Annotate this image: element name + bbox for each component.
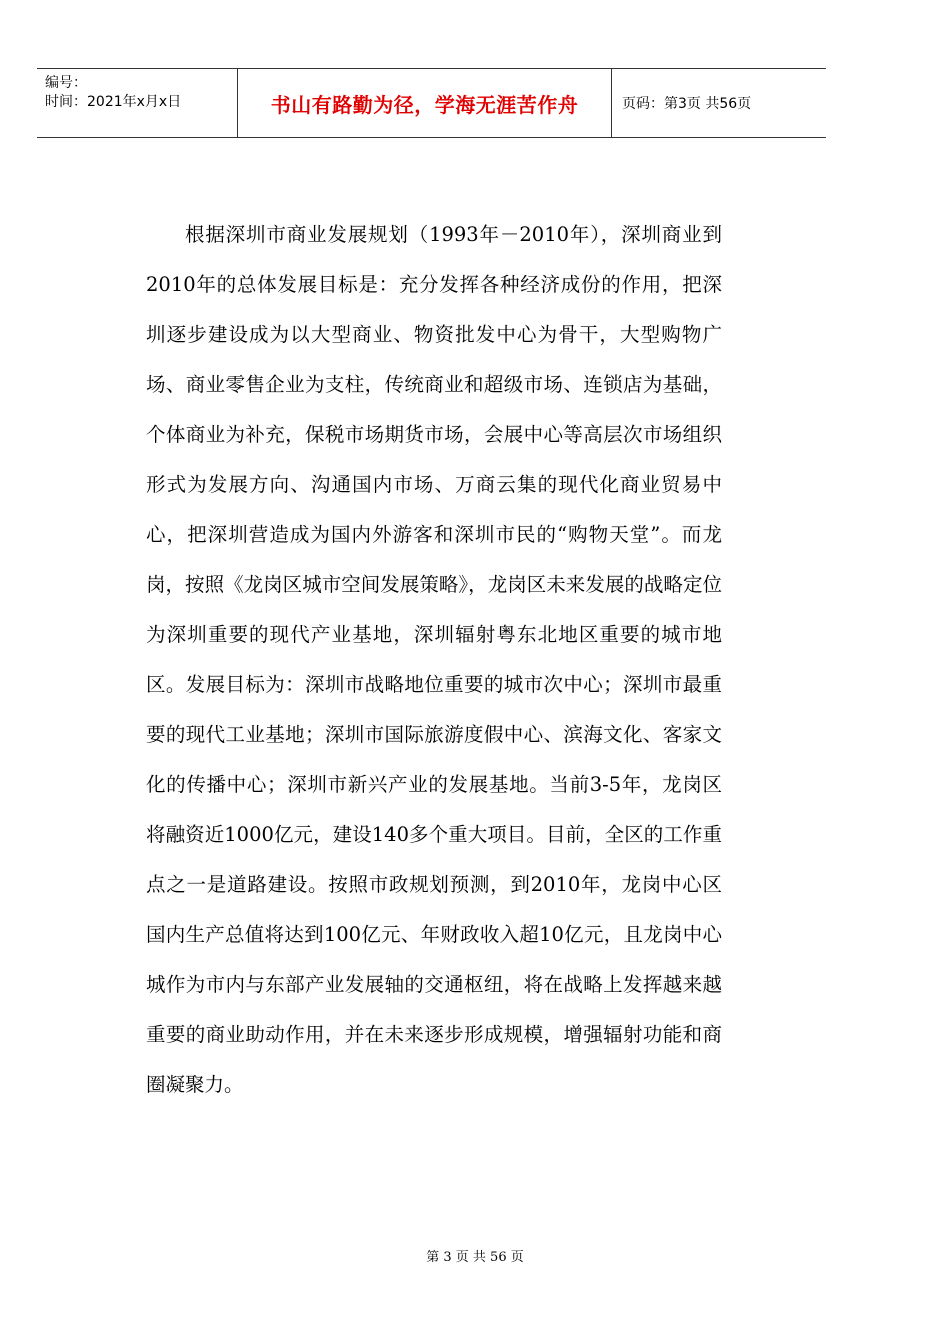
page-header (37, 68, 826, 138)
header-motto-cell (238, 69, 612, 137)
header-meta-cell (37, 69, 238, 137)
header-page-cell (612, 69, 826, 137)
body-text (146, 210, 722, 1110)
motto-text: 书山有路勤为径，学海无涯苦作舟 (270, 92, 579, 117)
page-info: 页码：第3页 共56页 (622, 96, 752, 112)
page-footer: 第 3 页 共 56 页 (426, 1250, 524, 1265)
body-paragraph: 根据深圳市商业发展规划（1993年－2010年），深圳商业到2010年的总体发展目标是：充分发挥各种经济成份的作用，把深圳逐步建设成为以大型商业、物资批发中心为骨干，大型购物广场、商业零售企业为支柱，传统商业和超级市场、连锁店为基础，个体商业为补充，保税市场期货市场，会展中心等高层次市场组织形式为发展方向、沟通国内市场、万商云集的现代化商业贸易中心，把深圳营造成为国内外游客和深圳市民的“购物天堂”。而龙岗，按照《龙岗区城市空间发展策略》，龙岗区未来发展的战略定位为深圳重要的现代产业基地，深圳辐射粤东北地区重要的城市地区。发展目标为：深圳市战略地位重要的城市次中心；深圳市最重要的现代工业基地；深圳市国际旅游度假中心、滨海文化、客家文化的传播中心；深圳市新兴产业的发展基地。当前3-5年，龙岗区将融资近1000亿元，建设140多个重大项目。目前，全区的工作重点之一是道路建设。按照市政规划预测，到2010年，龙岗中心区国内生产总值将达到100亿元、年财政收入超10亿元，且龙岗中心城作为市内与东部产业发展轴的交通枢纽，将在战略上发挥越来越重要的商业助动作用，并在未来逐步形成规模，增强辐射功能和商圈凝聚力。 (146, 223, 722, 1096)
number-label: 编号： (45, 75, 87, 91)
time-label: 时间：2021年x月x日 (45, 94, 182, 110)
